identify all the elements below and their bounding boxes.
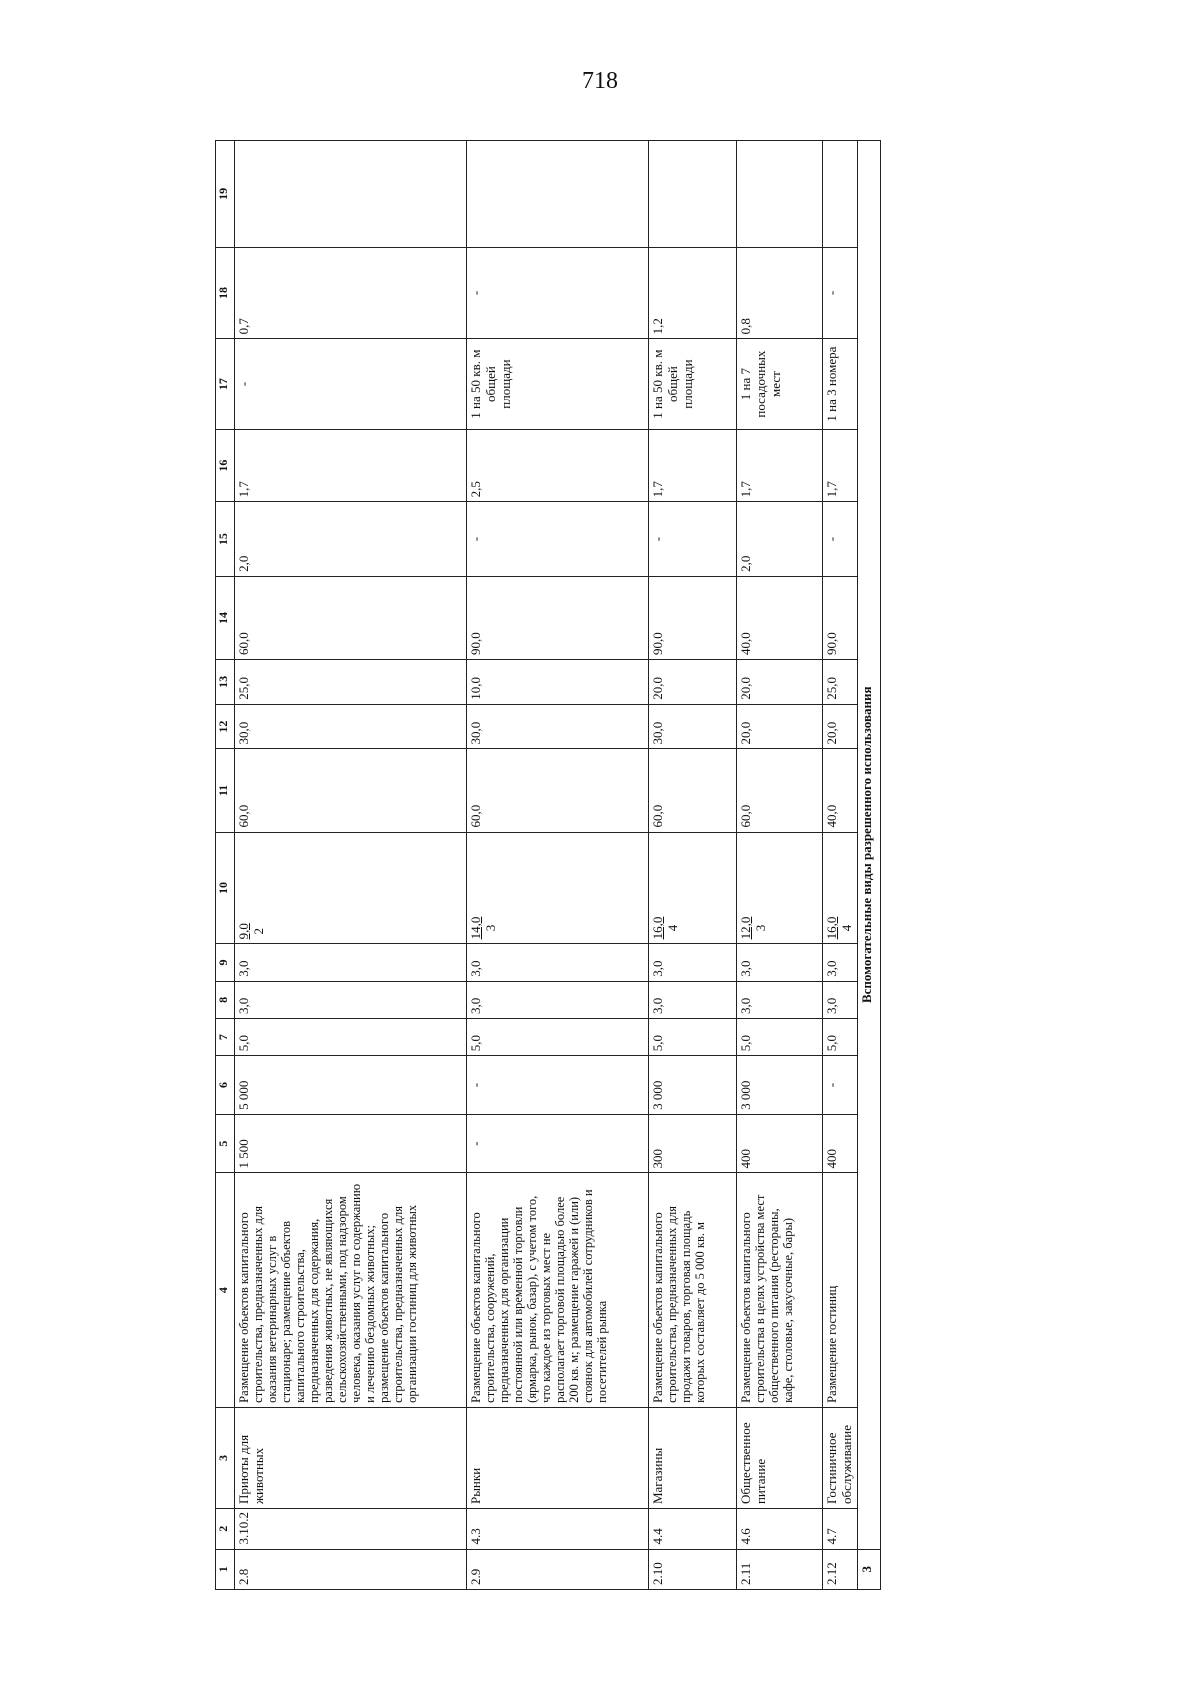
cell-c7: 5,0 <box>649 1018 737 1055</box>
cell-c4: Размещение объектов капитального строительства, сооружений, предназначенных для организации постоянной или временной торговли (ярмарка, рынок, базар), с учетом того, что каждое из торговых мест не располагает торговой площадью более 200 кв. м; размещение гаражей и (или) стоянок для автомобилей сотрудников и посетителей рынка <box>467 1173 649 1407</box>
cell-c5: 1 500 <box>235 1114 467 1173</box>
column-header-6: 6 <box>216 1056 235 1115</box>
fraction-value <box>469 917 499 940</box>
cell-c6: - <box>467 1056 649 1115</box>
cell-c1: 2.8 <box>235 1549 467 1589</box>
cell-c6: - <box>823 1056 858 1115</box>
cell-c16: 2,5 <box>467 429 649 501</box>
cell-c3: Общественное питание <box>737 1407 823 1508</box>
fraction-value <box>825 917 855 940</box>
column-header-7: 7 <box>216 1018 235 1055</box>
cell-c17: - <box>235 339 467 430</box>
fraction-numerator: 12,0 <box>738 916 753 940</box>
cell-c12: 30,0 <box>649 704 737 749</box>
cell-c19 <box>649 141 737 248</box>
cell-c1: 2.12 <box>823 1549 858 1589</box>
cell-c4: Размещение объектов капитального строительства, предназначенных для оказания ветеринарных услуг в стационаре; размещение объектов капитального строительства, предназначенных для содержания, разведения животных, не являющихся сельскохозяйственными, под надзором человека, оказания услуг по содержанию и лечению бездомных животных; размещение объектов капитального строительства, предназначенных для организации гостиниц для животных <box>235 1173 467 1407</box>
cell-c18: 0,7 <box>235 247 467 339</box>
header-row <box>216 141 235 1590</box>
cell-c11: 60,0 <box>235 749 467 832</box>
column-header-18: 18 <box>216 247 235 339</box>
column-header-19: 19 <box>216 141 235 248</box>
cell-c5: 400 <box>823 1114 858 1173</box>
cell-c10 <box>737 832 823 944</box>
cell-c16: 1,7 <box>737 429 823 501</box>
cell-c2: 4.4 <box>649 1509 737 1549</box>
cell-c2: 4.3 <box>467 1509 649 1549</box>
table-row <box>823 141 858 1590</box>
cell-c15: - <box>467 502 649 577</box>
cell-c2: 3.10.2 <box>235 1509 467 1549</box>
cell-c13: 10,0 <box>467 659 649 704</box>
cell-c7: 5,0 <box>235 1018 467 1055</box>
fraction-denominator: 3 <box>752 924 768 932</box>
cell-c19 <box>467 141 649 248</box>
cell-c13: 20,0 <box>649 659 737 704</box>
column-header-12: 12 <box>216 704 235 749</box>
fraction-numerator: 16,0 <box>824 916 839 940</box>
cell-c8: 3,0 <box>467 981 649 1018</box>
cell-c4: Размещение гостиниц <box>823 1173 858 1407</box>
cell-c19 <box>235 141 467 248</box>
cell-c10 <box>235 832 467 944</box>
fraction-denominator: 4 <box>838 924 854 932</box>
table-row <box>467 141 649 1590</box>
cell-c2: 4.7 <box>823 1509 858 1549</box>
column-header-13: 13 <box>216 659 235 704</box>
cell-c6: 3 000 <box>649 1056 737 1115</box>
cell-c7: 5,0 <box>467 1018 649 1055</box>
column-header-2: 2 <box>216 1509 235 1549</box>
cell-c9: 3,0 <box>467 944 649 981</box>
cell-c1: 2.11 <box>737 1549 823 1589</box>
cell-c3: Рынки <box>467 1407 649 1508</box>
cell-c19 <box>737 141 823 248</box>
page-number: 718 <box>582 68 618 94</box>
cell-c11: 60,0 <box>737 749 823 832</box>
column-header-11: 11 <box>216 749 235 832</box>
cell-c9: 3,0 <box>823 944 858 981</box>
cell-c17: 1 на 50 кв. м общей площади <box>649 339 737 430</box>
cell-c18: - <box>467 247 649 339</box>
cell-c14: 90,0 <box>649 576 737 659</box>
cell-c12: 30,0 <box>235 704 467 749</box>
cell-c5: 300 <box>649 1114 737 1173</box>
cell-c18: 0,8 <box>737 247 823 339</box>
cell-c17: 1 на 50 кв. м общей площади <box>467 339 649 430</box>
table-row <box>235 141 467 1590</box>
cell-c16: 1,7 <box>823 429 858 501</box>
fraction-denominator: 4 <box>664 924 680 932</box>
fraction-denominator: 2 <box>250 928 266 935</box>
column-header-9: 9 <box>216 944 235 981</box>
cell-c11: 60,0 <box>467 749 649 832</box>
fraction-numerator: 14,0 <box>468 916 483 940</box>
column-header-15: 15 <box>216 502 235 577</box>
cell-c3: Магазины <box>649 1407 737 1508</box>
table-row <box>649 141 737 1590</box>
cell-c9: 3,0 <box>649 944 737 981</box>
cell-c11: 40,0 <box>823 749 858 832</box>
section-number: 3 <box>857 1549 880 1589</box>
cell-c6: 3 000 <box>737 1056 823 1115</box>
cell-c14: 60,0 <box>235 576 467 659</box>
column-header-16: 16 <box>216 429 235 501</box>
cell-c16: 1,7 <box>235 429 467 501</box>
cell-c10 <box>649 832 737 944</box>
cell-c15: 2,0 <box>235 502 467 577</box>
fraction-value <box>237 923 267 939</box>
cell-c13: 25,0 <box>235 659 467 704</box>
table-row <box>737 141 823 1590</box>
cell-c18: 1,2 <box>649 247 737 339</box>
cell-c13: 20,0 <box>737 659 823 704</box>
cell-c1: 2.10 <box>649 1549 737 1589</box>
cell-c14: 90,0 <box>823 576 858 659</box>
cell-c19 <box>823 141 858 248</box>
cell-c12: 20,0 <box>823 704 858 749</box>
cell-c11: 60,0 <box>649 749 737 832</box>
rotated-table-wrapper <box>215 140 945 1590</box>
section-row <box>857 141 880 1590</box>
column-header-10: 10 <box>216 832 235 944</box>
cell-c8: 3,0 <box>823 981 858 1018</box>
cell-c16: 1,7 <box>649 429 737 501</box>
cell-c15: 2,0 <box>737 502 823 577</box>
column-header-1: 1 <box>216 1549 235 1589</box>
cell-c2: 4.6 <box>737 1509 823 1549</box>
cell-c3: Приюты для животных <box>235 1407 467 1508</box>
cell-c8: 3,0 <box>649 981 737 1018</box>
column-header-14: 14 <box>216 576 235 659</box>
cell-c15: - <box>823 502 858 577</box>
cell-c12: 20,0 <box>737 704 823 749</box>
cell-c5: - <box>467 1114 649 1173</box>
column-header-4: 4 <box>216 1173 235 1407</box>
fraction-value <box>651 917 681 940</box>
fraction-denominator: 3 <box>482 924 498 932</box>
cell-c12: 30,0 <box>467 704 649 749</box>
column-header-5: 5 <box>216 1114 235 1173</box>
cell-c10 <box>467 832 649 944</box>
fraction-value <box>739 917 769 940</box>
cell-c17: 1 на 3 номера <box>823 339 858 430</box>
fraction-numerator: 9,0 <box>236 923 251 940</box>
cell-c3: Гостиничное обслуживание <box>823 1407 858 1508</box>
section-title: Вспомогательные виды разрешенного использования <box>857 141 880 1550</box>
cell-c1: 2.9 <box>467 1549 649 1589</box>
cell-c5: 400 <box>737 1114 823 1173</box>
cell-c4: Размещение объектов капитального строительства, предназначенных для продажи товаров, торговая площадь которых составляет до 5 000 кв. м <box>649 1173 737 1407</box>
cell-c8: 3,0 <box>235 981 467 1018</box>
cell-c10 <box>823 832 858 944</box>
land-use-table <box>215 140 881 1590</box>
cell-c4: Размещение объектов капитального строительства в целях устройства мест общественного питания (рестораны, кафе, столовые, закусочные, бары) <box>737 1173 823 1407</box>
cell-c13: 25,0 <box>823 659 858 704</box>
cell-c9: 3,0 <box>737 944 823 981</box>
cell-c14: 90,0 <box>467 576 649 659</box>
cell-c17: 1 на 7 посадочных мест <box>737 339 823 430</box>
column-header-8: 8 <box>216 981 235 1018</box>
cell-c7: 5,0 <box>823 1018 858 1055</box>
cell-c14: 40,0 <box>737 576 823 659</box>
cell-c7: 5,0 <box>737 1018 823 1055</box>
cell-c6: 5 000 <box>235 1056 467 1115</box>
cell-c18: - <box>823 247 858 339</box>
column-header-3: 3 <box>216 1407 235 1508</box>
cell-c15: - <box>649 502 737 577</box>
fraction-numerator: 16,0 <box>650 916 665 940</box>
cell-c8: 3,0 <box>737 981 823 1018</box>
column-header-17: 17 <box>216 339 235 430</box>
cell-c9: 3,0 <box>235 944 467 981</box>
